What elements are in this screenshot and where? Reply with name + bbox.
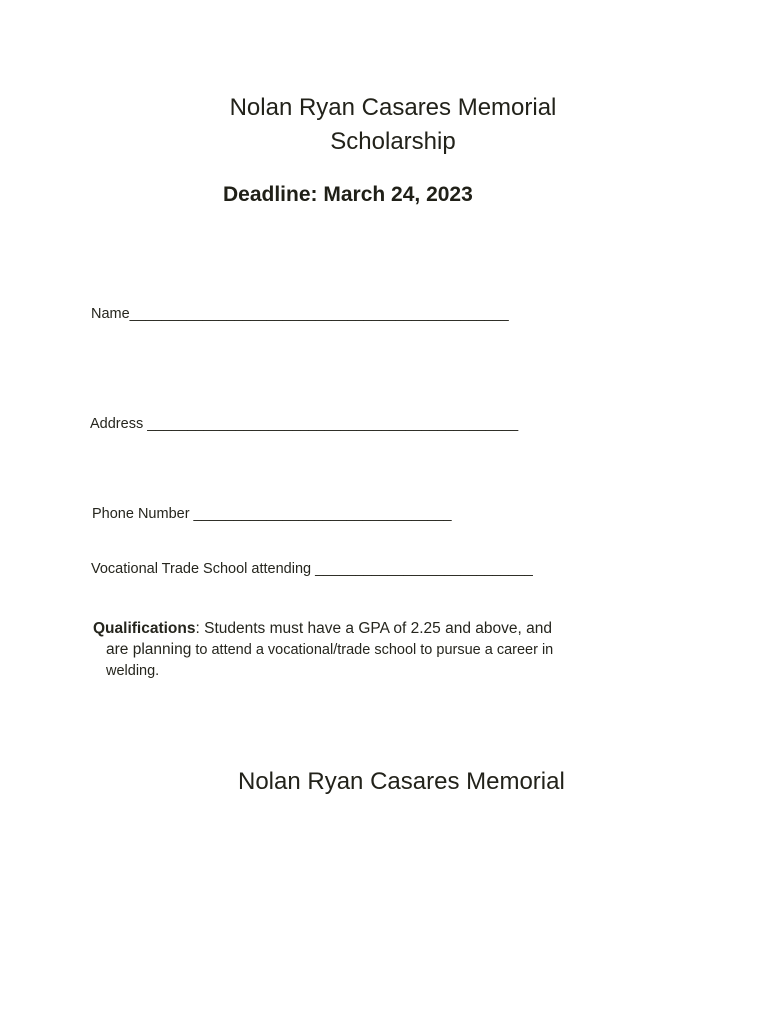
name-field: Name_______________________________________________ (91, 306, 509, 322)
qualifications-line-3: welding. (106, 663, 160, 679)
qualifications-line-1 (93, 618, 593, 639)
deadline-heading: Deadline: March 24, 2023 (223, 183, 473, 206)
title-line-1: Nolan Ryan Casares Memorial (229, 94, 557, 121)
qualifications-label: Qualifications (93, 620, 196, 637)
vocational-school-field: Vocational Trade School attending ___________________________ (91, 561, 533, 577)
address-field: Address ______________________________________________ (90, 416, 519, 432)
qualifications-line-2 (93, 639, 593, 661)
page-title (190, 91, 596, 159)
footer-title: Nolan Ryan Casares Memorial (238, 768, 565, 795)
qualifications-line-1-text: : Students must have a GPA of 2.25 and above, and (195, 620, 552, 637)
qualifications-line-2-start: are planning (106, 641, 192, 658)
qualifications-line-2-text: to attend a vocational/trade school to pursue a career in (191, 642, 554, 658)
title-line-2: Scholarship (330, 128, 456, 155)
qualifications-paragraph (93, 618, 593, 682)
phone-number-field: Phone Number ________________________________ (92, 506, 452, 522)
